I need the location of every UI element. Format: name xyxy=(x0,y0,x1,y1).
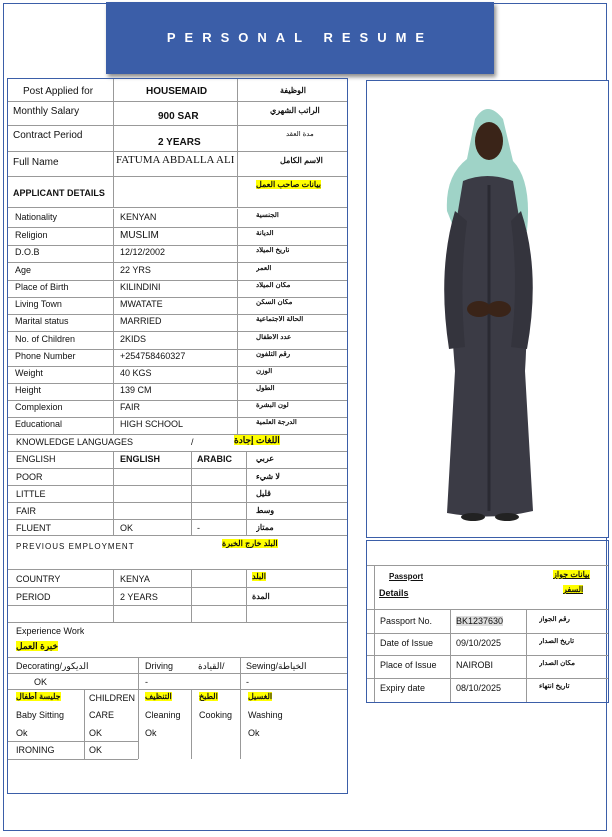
employment-heading: PREVIOUS EMPLOYMENT xyxy=(16,542,135,551)
employment-heading-ar: البلد خارج الخبرة xyxy=(222,539,278,548)
washing-label: Washing xyxy=(248,710,283,720)
baby-sitting-ar: جليسة أطفال xyxy=(16,692,61,701)
detail-value: 40 KGS xyxy=(120,368,152,378)
detail-label: Living Town xyxy=(15,299,62,309)
salary-label: Monthly Salary xyxy=(13,106,80,117)
passport-field-label: Place of Issue xyxy=(380,660,437,670)
detail-label-ar: الجنسية xyxy=(256,212,279,219)
detail-value: MUSLIM xyxy=(120,230,159,241)
detail-label: Phone Number xyxy=(15,351,76,361)
applicant-photo xyxy=(367,81,608,537)
applicant-label: APPLICANT DETAILS xyxy=(13,188,105,198)
detail-value: MARRIED xyxy=(120,316,162,326)
language-level-label: FLUENT xyxy=(16,523,52,533)
photo-frame xyxy=(366,80,609,538)
post-ar: الوظيفة xyxy=(280,86,306,95)
baby-sitting-label: Baby Sitting xyxy=(16,710,65,720)
cooking-label: Cooking xyxy=(199,710,233,720)
experience-heading-ar: خبرة العمل xyxy=(16,641,59,651)
detail-label-ar: تاريخ الميلاد xyxy=(256,247,290,254)
driving-ar: القيادة/ xyxy=(198,661,225,671)
washing-ar: الغسيل xyxy=(248,692,273,701)
driving-label: Driving xyxy=(145,661,174,671)
detail-value: 139 CM xyxy=(120,385,152,395)
passport-details xyxy=(366,540,609,703)
passport-field-value: 08/10/2025 xyxy=(456,683,502,693)
detail-label: Weight xyxy=(15,368,43,378)
passport-title-ar-bottom: السفر xyxy=(563,585,584,594)
country-value: KENYA xyxy=(120,574,150,584)
applicant-ar: بيانات صاحب العمل xyxy=(256,180,321,189)
detail-value: +254758460327 xyxy=(120,351,186,361)
lang-col-arabic: ARABIC xyxy=(197,454,232,464)
detail-label-ar: لون البشرة xyxy=(256,402,289,409)
decorating-value: OK xyxy=(34,677,48,687)
resume-sheet xyxy=(7,78,348,794)
detail-label-ar: العمر xyxy=(256,265,272,272)
passport-field-label: Date of Issue xyxy=(380,638,434,648)
children-care-bottom: CARE xyxy=(89,710,115,720)
language-arabic-value: - xyxy=(197,523,200,533)
languages-slash: / xyxy=(191,437,194,447)
detail-label-ar: رقم التلفون xyxy=(256,351,291,358)
period-label: PERIOD xyxy=(16,592,51,602)
name-ar: الاسم الكامل xyxy=(280,156,323,165)
name-label: Full Name xyxy=(13,157,59,168)
driving-value: - xyxy=(145,677,148,687)
languages-heading-ar: اللغات إجادة xyxy=(234,435,280,445)
detail-label-ar: الدرجة العلمية xyxy=(256,419,297,426)
detail-label: No. of Children xyxy=(15,334,76,344)
lang-english-row: ENGLISH xyxy=(16,454,56,464)
lang-col-english: ENGLISH xyxy=(120,454,161,464)
detail-label-ar: الطول xyxy=(256,385,275,392)
passport-title-top: Passport xyxy=(389,572,424,581)
contract-ar: مدة العقد xyxy=(286,131,314,138)
salary-ar: الراتب الشهري xyxy=(270,106,320,115)
detail-label: Nationality xyxy=(15,212,58,222)
cleaning-ar: التنظيف xyxy=(145,692,172,701)
passport-field-ar: تاريخ انتهاء xyxy=(539,683,570,690)
country-label: COUNTRY xyxy=(16,574,61,584)
country-ar: البلد xyxy=(252,572,266,581)
detail-label-ar: مكان السكن xyxy=(256,299,293,306)
language-level-ar: لا شيء xyxy=(256,472,280,481)
detail-label: Age xyxy=(15,265,32,275)
contract-label: Contract Period xyxy=(13,130,83,141)
language-level-ar: وسط xyxy=(256,506,275,515)
passport-field-label: Expiry date xyxy=(380,683,426,693)
post-label: Post Applied for xyxy=(23,86,94,97)
detail-label-ar: الوزن xyxy=(256,368,273,375)
detail-value: HIGH SCHOOL xyxy=(120,419,184,429)
lang-col-ar: عربي xyxy=(256,454,275,463)
language-level-label: FAIR xyxy=(16,506,37,516)
detail-label: Religion xyxy=(15,230,48,240)
sewing-label: Sewing/الخياطة xyxy=(246,661,307,671)
sewing-value: - xyxy=(246,677,249,687)
passport-field-ar: مكان الصدار xyxy=(539,660,575,667)
name-value: FATUMA ABDALLA ALI xyxy=(116,154,235,166)
language-level-label: LITTLE xyxy=(16,489,46,499)
detail-value: 22 YRS xyxy=(120,265,151,275)
cleaning-label: Cleaning xyxy=(145,710,181,720)
detail-value: 12/12/2002 xyxy=(120,247,166,257)
passport-field-label: Passport No. xyxy=(380,616,433,626)
experience-heading: Experience Work xyxy=(16,626,85,636)
ironing-value: OK xyxy=(89,745,103,755)
passport-field-value: BK1237630 xyxy=(456,616,504,626)
passport-field-value: 09/10/2025 xyxy=(456,638,502,648)
language-english-value: OK xyxy=(120,523,134,533)
page-title: PERSONAL RESUME xyxy=(106,2,494,74)
detail-label: Place of Birth xyxy=(15,282,69,292)
decorating-label: Decorating/الديكور xyxy=(16,661,89,671)
detail-label-ar: الديانة xyxy=(256,230,274,237)
detail-label: Complexion xyxy=(15,402,63,412)
period-ar: المدة xyxy=(252,592,270,601)
detail-label: Marital status xyxy=(15,316,69,326)
contract-value: 2 YEARS xyxy=(158,137,201,148)
washing-value: Ok xyxy=(248,728,260,738)
detail-label: D.O.B xyxy=(15,247,40,257)
period-value: 2 YEARS xyxy=(120,592,158,602)
detail-label-ar: عدد الأطفال xyxy=(256,334,292,341)
cooking-ar: الطبخ xyxy=(199,692,218,701)
detail-value: 2KIDS xyxy=(120,334,147,344)
passport-field-value: NAIROBI xyxy=(456,660,494,670)
detail-label-ar: مكان الميلاد xyxy=(256,282,291,289)
language-level-ar: قليل xyxy=(256,489,271,498)
detail-label: Educational xyxy=(15,419,63,429)
detail-value: KENYAN xyxy=(120,212,157,222)
children-care-top: CHILDREN xyxy=(89,693,136,703)
post-value: HOUSEMAID xyxy=(146,86,208,97)
detail-value: MWATATE xyxy=(120,299,163,309)
passport-field-ar: رقم الجواز xyxy=(539,616,570,623)
language-level-ar: ممتاز xyxy=(256,523,274,532)
passport-title-bottom: Details xyxy=(379,588,409,598)
baby-sitting-value: Ok xyxy=(16,728,28,738)
detail-label-ar: الحالة الاجتماعية xyxy=(256,316,304,323)
passport-field-ar: تاريخ الصدار xyxy=(539,638,575,645)
language-level-label: POOR xyxy=(16,472,43,482)
passport-title-ar-top: بيانات جواز xyxy=(553,570,590,579)
detail-value: KILINDINI xyxy=(120,282,161,292)
ironing-label: IRONING xyxy=(16,745,55,755)
salary-value: 900 SAR xyxy=(158,111,199,122)
languages-heading: KNOWLEDGE LANGUAGES xyxy=(16,437,134,447)
cleaning-value: Ok xyxy=(145,728,157,738)
detail-label: Height xyxy=(15,385,42,395)
detail-value: FAIR xyxy=(120,402,141,412)
children-care-value: OK xyxy=(89,728,103,738)
